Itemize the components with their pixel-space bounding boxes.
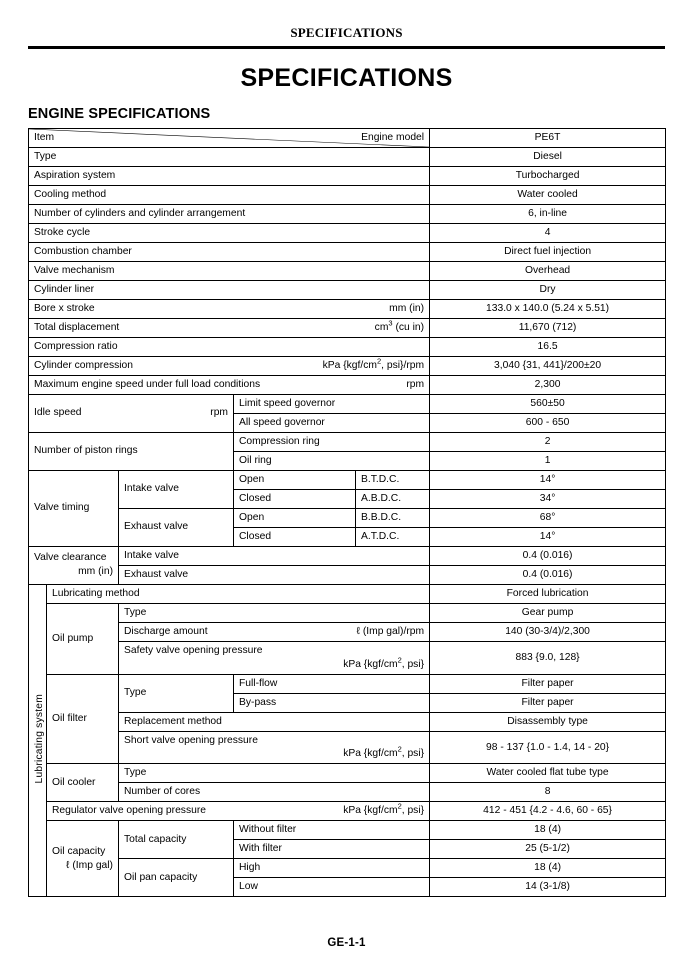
row-label: Cooling method bbox=[29, 185, 430, 204]
row-value: Gear pump bbox=[430, 603, 666, 622]
sub-row-label: Full-flow bbox=[234, 674, 430, 693]
sub-row-label: Open bbox=[234, 470, 356, 489]
sub-row-reference: B.B.D.C. bbox=[356, 508, 430, 527]
row-value: 16.5 bbox=[430, 337, 666, 356]
sub-row-label: Closed bbox=[234, 527, 356, 546]
row-value: 133.0 x 140.0 (5.24 x 5.51) bbox=[430, 299, 666, 318]
row-value: 34° bbox=[430, 489, 666, 508]
sub-row-label: Replacement method bbox=[119, 712, 430, 731]
table-row bbox=[29, 223, 666, 242]
row-value: Turbocharged bbox=[430, 166, 666, 185]
table-row bbox=[29, 242, 666, 261]
row-value: Overhead bbox=[430, 261, 666, 280]
table-row bbox=[29, 565, 666, 584]
group-label: Intake valve bbox=[119, 470, 234, 508]
row-unit: kPa {$kgf/cm^2$, psi} bbox=[343, 655, 425, 670]
group-label-lubricating-system: Lubricating system bbox=[29, 584, 47, 897]
row-label-with-unit bbox=[29, 375, 430, 394]
sub-row-label: Short valve opening pressure bbox=[124, 734, 258, 746]
row-label-with-unit bbox=[29, 394, 234, 432]
table-row bbox=[29, 859, 666, 878]
row-label: Idle speed bbox=[34, 407, 82, 419]
row-label: Total displacement bbox=[34, 321, 120, 333]
row-value: Disassembly type bbox=[430, 712, 666, 731]
table-row bbox=[29, 712, 666, 731]
row-value: Water cooled bbox=[430, 185, 666, 204]
table-row bbox=[29, 821, 666, 840]
row-value: 412 - 451 {4.2 - 4.6, 60 - 65} bbox=[430, 802, 666, 821]
table-row bbox=[29, 546, 666, 565]
engine-model-value: PE6T bbox=[430, 128, 666, 147]
row-unit: ℓ (Imp gal)/rpm bbox=[356, 625, 425, 637]
row-value: 600 - 650 bbox=[430, 413, 666, 432]
row-value: 8 bbox=[430, 783, 666, 802]
sub-row-label-with-unit bbox=[119, 731, 430, 764]
group-label: Oil cooler bbox=[47, 764, 119, 802]
row-value: 18 (4) bbox=[430, 859, 666, 878]
row-value: Filter paper bbox=[430, 693, 666, 712]
table-row bbox=[29, 470, 666, 489]
table-row bbox=[29, 674, 666, 693]
sub-row-label: Compression ring bbox=[234, 432, 430, 451]
table-header-row bbox=[29, 128, 666, 147]
row-label: Oil capacity bbox=[52, 845, 106, 857]
row-unit: kPa {$kgf/cm^2$, psi}/rpm bbox=[322, 356, 425, 371]
sub-row-label: High bbox=[234, 859, 430, 878]
row-label: Lubricating method bbox=[47, 584, 430, 603]
row-value: 14° bbox=[430, 527, 666, 546]
row-unit: kPa {$kgf/cm^2$, psi} bbox=[343, 802, 425, 817]
row-value: 3,040 {31, 441}/200±20 bbox=[430, 356, 666, 375]
sub-row-label-with-unit bbox=[119, 641, 430, 674]
page-title: SPECIFICATIONS bbox=[240, 64, 453, 93]
row-value: 140 (30-3/4)/2,300 bbox=[430, 622, 666, 641]
group-label: Oil filter bbox=[47, 674, 119, 764]
row-label-with-unit bbox=[29, 299, 430, 318]
table-row bbox=[29, 802, 666, 821]
row-label: Combustion chamber bbox=[29, 242, 430, 261]
sub-row-label: Type bbox=[119, 603, 430, 622]
row-value: Forced lubrication bbox=[430, 584, 666, 603]
item-label: Item bbox=[34, 131, 55, 143]
row-label: Type bbox=[29, 147, 430, 166]
group-label: Total capacity bbox=[119, 821, 234, 859]
row-label-with-unit bbox=[29, 546, 119, 584]
table-row bbox=[29, 764, 666, 783]
row-value: 98 - 137 {1.0 - 1.4, 14 - 20} bbox=[430, 731, 666, 764]
table-row bbox=[29, 731, 666, 764]
group-label: Type bbox=[119, 674, 234, 712]
row-label: Cylinder liner bbox=[29, 280, 430, 299]
sub-row-label: Type bbox=[119, 764, 430, 783]
row-value: Filter paper bbox=[430, 674, 666, 693]
running-header: SPECIFICATIONS bbox=[290, 25, 403, 40]
row-value: 0.4 (0.016) bbox=[430, 546, 666, 565]
row-label: Valve mechanism bbox=[29, 261, 430, 280]
sub-row-label: Intake valve bbox=[119, 546, 430, 565]
row-label-with-unit bbox=[47, 821, 119, 897]
sub-row-label: Without filter bbox=[234, 821, 430, 840]
row-label-with-unit bbox=[29, 356, 430, 375]
row-label: Stroke cycle bbox=[29, 223, 430, 242]
row-unit: rpm bbox=[210, 407, 228, 419]
row-value: Water cooled flat tube type bbox=[430, 764, 666, 783]
section-title: ENGINE SPECIFICATIONS bbox=[28, 106, 211, 123]
table-row bbox=[29, 166, 666, 185]
table-row bbox=[29, 185, 666, 204]
row-label: Number of cylinders and cylinder arrangement bbox=[29, 204, 430, 223]
row-unit: ℓ (Imp gal) bbox=[66, 859, 113, 871]
row-label: Bore x stroke bbox=[34, 302, 95, 314]
row-label: Number of piston rings bbox=[29, 432, 234, 470]
table-row bbox=[29, 318, 666, 337]
table-row bbox=[29, 337, 666, 356]
sub-row-label: Open bbox=[234, 508, 356, 527]
row-unit: $cm^3$ (cu in) bbox=[374, 318, 425, 333]
table-row bbox=[29, 375, 666, 394]
row-value: 68° bbox=[430, 508, 666, 527]
table-row bbox=[29, 394, 666, 413]
row-value: 560±50 bbox=[430, 394, 666, 413]
row-label: Compression ratio bbox=[29, 337, 430, 356]
header-rule bbox=[28, 46, 665, 49]
row-value: 14 (3-1/8) bbox=[430, 878, 666, 897]
row-label: Valve clearance bbox=[34, 552, 107, 564]
sub-row-label-with-unit bbox=[119, 622, 430, 641]
row-value: 0.4 (0.016) bbox=[430, 565, 666, 584]
table-row bbox=[29, 147, 666, 166]
row-unit: kPa {$kgf/cm^2$, psi} bbox=[343, 745, 425, 760]
row-value: 18 (4) bbox=[430, 821, 666, 840]
row-value: 11,670 (712) bbox=[430, 318, 666, 337]
row-value: 2,300 bbox=[430, 375, 666, 394]
table-row bbox=[29, 622, 666, 641]
sub-row-label: By-pass bbox=[234, 693, 430, 712]
table-row bbox=[29, 783, 666, 802]
sub-row-reference: A.T.D.C. bbox=[356, 527, 430, 546]
row-value: 883 {9.0, 128} bbox=[430, 641, 666, 674]
table-row bbox=[29, 299, 666, 318]
table-row bbox=[29, 603, 666, 622]
sub-row-label: Discharge amount bbox=[124, 625, 208, 637]
row-value: 25 (5-1/2) bbox=[430, 840, 666, 859]
row-label: Regulator valve opening pressure bbox=[52, 805, 206, 817]
row-label-with-unit bbox=[47, 802, 430, 821]
table-row bbox=[29, 508, 666, 527]
row-value: Dry bbox=[430, 280, 666, 299]
sub-row-label: Number of cores bbox=[119, 783, 430, 802]
row-label: Valve timing bbox=[29, 470, 119, 546]
table-row bbox=[29, 280, 666, 299]
group-label: Oil pan capacity bbox=[119, 859, 234, 897]
header-diagonal-cell bbox=[29, 128, 430, 147]
row-label: Cylinder compression bbox=[34, 359, 134, 371]
row-value: Direct fuel injection bbox=[430, 242, 666, 261]
row-value: 6, in-line bbox=[430, 204, 666, 223]
table-row bbox=[29, 261, 666, 280]
table-row bbox=[29, 584, 666, 603]
row-label-with-unit bbox=[29, 318, 430, 337]
sub-row-label: Safety valve opening pressure bbox=[124, 644, 263, 656]
sub-row-label: With filter bbox=[234, 840, 430, 859]
row-label: Aspiration system bbox=[29, 166, 430, 185]
sub-row-reference: B.T.D.C. bbox=[356, 470, 430, 489]
sub-row-reference: A.B.D.C. bbox=[356, 489, 430, 508]
row-value: 1 bbox=[430, 451, 666, 470]
sub-row-label: Oil ring bbox=[234, 451, 430, 470]
sub-row-label: Limit speed governor bbox=[234, 394, 430, 413]
row-value: 4 bbox=[430, 223, 666, 242]
row-unit: rpm bbox=[406, 378, 425, 390]
sub-row-label: All speed governor bbox=[234, 413, 430, 432]
row-value: Diesel bbox=[430, 147, 666, 166]
group-label: Oil pump bbox=[47, 603, 119, 674]
table-row bbox=[29, 356, 666, 375]
group-label: Exhaust valve bbox=[119, 508, 234, 546]
row-label: Maximum engine speed under full load conditions bbox=[34, 378, 261, 390]
row-unit: mm (in) bbox=[389, 302, 425, 314]
engine-model-label: Engine model bbox=[361, 131, 425, 143]
table-row bbox=[29, 641, 666, 674]
row-value: 14° bbox=[430, 470, 666, 489]
engine-specifications-table bbox=[28, 128, 666, 898]
sub-row-label: Exhaust valve bbox=[119, 565, 430, 584]
sub-row-label: Closed bbox=[234, 489, 356, 508]
page-footer: GE-1-1 bbox=[327, 937, 366, 949]
sub-row-label: Low bbox=[234, 878, 430, 897]
row-value: 2 bbox=[430, 432, 666, 451]
table-row bbox=[29, 204, 666, 223]
table-row bbox=[29, 432, 666, 451]
row-unit: mm (in) bbox=[78, 566, 113, 578]
